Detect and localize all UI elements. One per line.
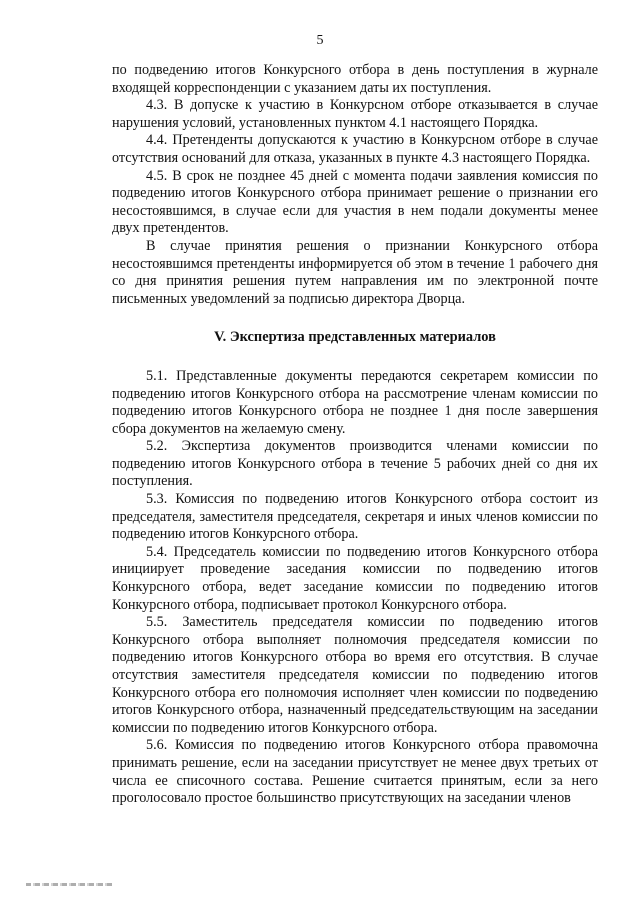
paragraph-5-3: 5.3. Комиссия по подведению итогов Конкурсного отбора состоит из председателя, заместителя председателя, секретаря и иных членов комиссии по подведению итогов Конкурсного отбора. xyxy=(112,491,598,543)
paragraph-5-6: 5.6. Комиссия по подведению итогов Конкурсного отбора правомочна принимать решение, если на заседании присутствует не менее двух третьих от числа ее списочного состава. Решение считается принятым, если за него проголосовало простое большинство присутствующих на заседании членов xyxy=(112,737,598,807)
paragraph-4-5-note: В случае принятия решения о признании Конкурсного отбора несостоявшимся претенденты информируется об этом в течение 1 рабочего дня со дня принятия решения путем направления им по электронной почте письменных уведомлений за подписью директора Дворца. xyxy=(112,237,598,307)
paragraph-4-3: 4.3. В допуске к участию в Конкурсном отборе отказывается в случае нарушения условий, установленных пунктом 4.1 настоящего Порядка. xyxy=(112,97,598,131)
page-number: 5 xyxy=(316,33,324,48)
paragraph-5-1: 5.1. Представленные документы передаются секретарем комиссии по подведению итогов Конкурсного отбора на рассмотрение членам комиссии по подведению итогов Конкурсного отбора не позднее 1 дня после завершения сбора документов на желаемую смену. xyxy=(112,367,598,437)
paragraph-4-5: 4.5. В срок не позднее 45 дней с момента подачи заявления комиссия по подведению итогов Конкурсного отбора принимает решение о признании его несостоявшимся, в случае если для участия в нем подали документы менее двух претендентов. xyxy=(112,167,598,237)
document-body xyxy=(112,62,598,808)
paragraph-5-5: 5.5. Заместитель председателя комиссии по подведению итогов Конкурсного отбора выполняет полномочия председателя комиссии по подведению итогов Конкурсного отбора во время его отсутствия. В случае отсутствия заместителя председателя комиссии по подведению итогов Конкурсного отбора его полномочия исполняет член комиссии по подведению итогов Конкурсного отбора, назначенный председательствующим на заседании комиссии по подведению итогов Конкурсного отбора. xyxy=(112,614,598,736)
paragraph-4-4: 4.4. Претенденты допускаются к участию в Конкурсном отборе в случае отсутствия оснований для отказа, указанных в пункте 4.3 настоящего Порядка. xyxy=(112,132,598,166)
scan-artifact-line xyxy=(26,883,112,886)
paragraph-5-2: 5.2. Экспертиза документов производится членами комиссии по подведению итогов Конкурсного отбора в течение 5 рабочих дней со дня их поступления. xyxy=(112,438,598,490)
paragraph-5-4: 5.4. Председатель комиссии по подведению итогов Конкурсного отбора инициирует проведение заседания комиссии по подведению итогов Конкурсного отбора, ведет заседание комиссии по подведению итогов Конкурсного отбора, подписывает протокол Конкурсного отбора. xyxy=(112,543,598,613)
section-title: V. Экспертиза представленных материалов xyxy=(214,329,496,346)
paragraph-continuation: по подведению итогов Конкурсного отбора в день поступления в журнале входящей корреспонденции с указанием даты их поступления. xyxy=(112,62,598,96)
